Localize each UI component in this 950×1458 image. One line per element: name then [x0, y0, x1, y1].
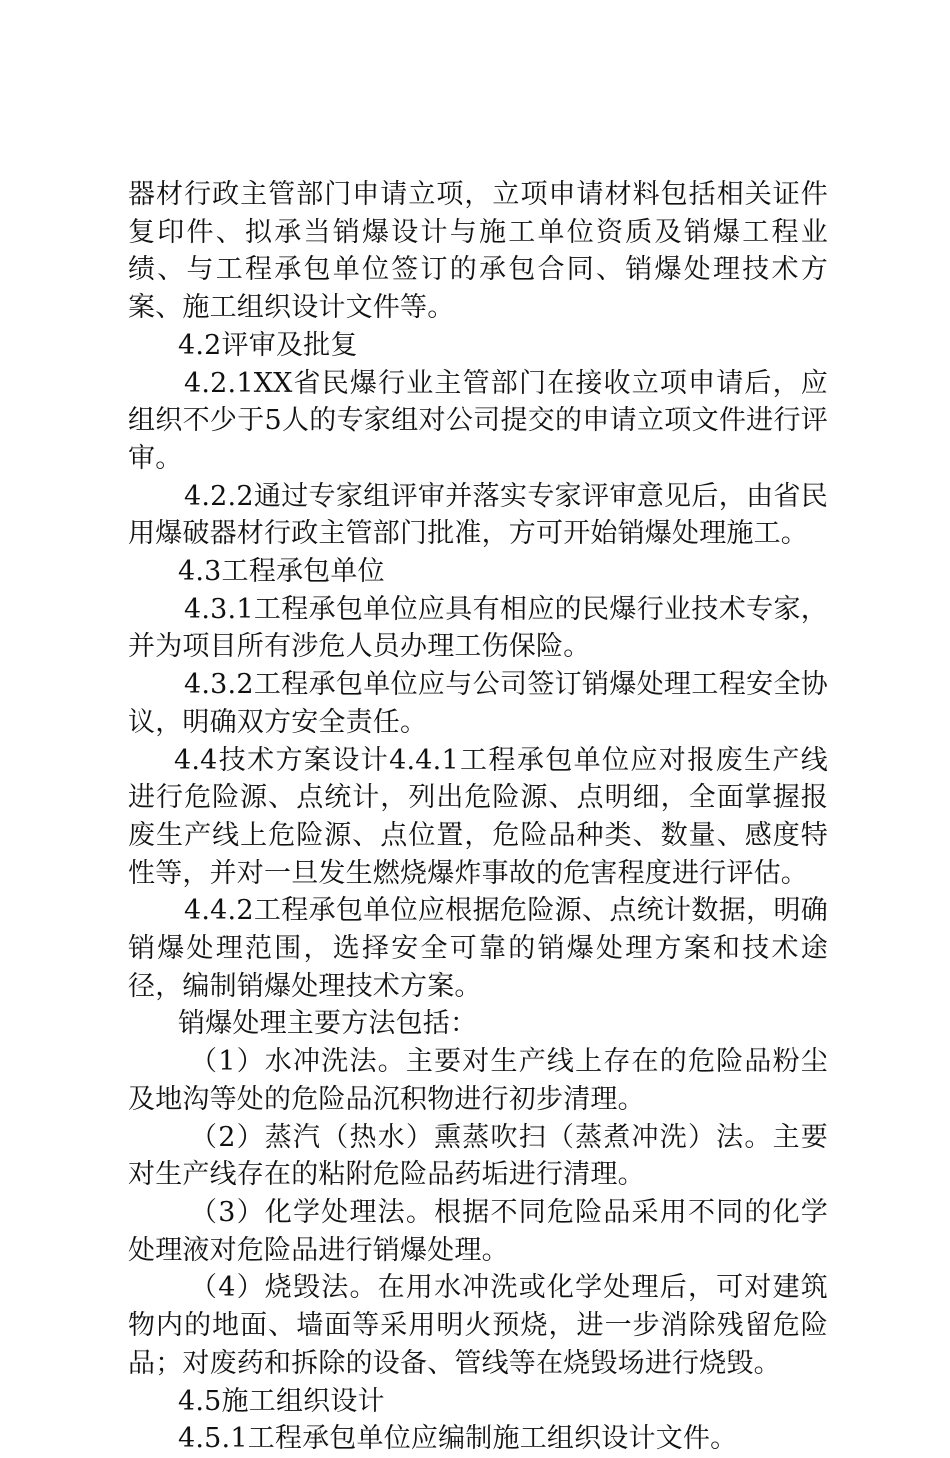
- paragraph-continuation: 器材行政主管部门申请立项，立项申请材料包括相关证件复印件、拟承当销爆设计与施工单位资质及销爆工程业绩、与工程承包单位签订的承包合同、销爆处理技术方案、施工组织设计文件等。: [128, 179, 828, 324]
- document-body: [128, 176, 828, 1458]
- methods-intro: 销爆处理主要方法包括：: [178, 1008, 478, 1040]
- paragraph-4-3-2: 4.3.2工程承包单位应与公司签订销爆处理工程安全协议，明确双方安全责任。: [128, 669, 828, 738]
- method-item-3: （3）化学处理法。根据不同危险品采用不同的化学处理液对危险品进行销爆处理。: [128, 1196, 828, 1266]
- section-heading-4-2: 4.2评审及批复: [178, 329, 358, 361]
- paragraph-4-2-2: 4.2.2通过专家组评审并落实专家评审意见后，由省民用爆破器材行政主管部门批准，方可开始销爆处理施工。: [128, 480, 828, 550]
- paragraph-4-4: 4.4技术方案设计4.4.1工程承包单位应对报废生产线进行危险源、点统计，列出危险源、点明细，全面掌握报废生产线上危险源、点位置，危险品种类、数量、感度特性等，并对一旦发生燃烧爆炸事故的危害程度进行评估。: [128, 744, 828, 889]
- section-heading-4-3: 4.3工程承包单位: [178, 556, 385, 588]
- method-item-4: （4）烧毁法。在用水冲洗或化学处理后，可对建筑物内的地面、墙面等采用明火预烧，进一步消除残留危险品；对废药和拆除的设备、管线等在烧毁场进行烧毁。: [128, 1272, 828, 1379]
- method-item-1: （1）水冲洗法。主要对生产线上存在的危险品粉尘及地沟等处的危险品沉积物进行初步清理。: [128, 1046, 828, 1115]
- section-heading-4-5: 4.5施工组织设计: [178, 1385, 385, 1417]
- method-item-2: （2）蒸汽（热水）熏蒸吹扫（蒸煮冲洗）法。主要对生产线存在的粘附危险品药垢进行清理。: [128, 1121, 828, 1191]
- paragraph-4-5-1: 4.5.1工程承包单位应编制施工组织设计文件。: [178, 1423, 738, 1455]
- paragraph-4-4-2: 4.4.2工程承包单位应根据危险源、点统计数据，明确销爆处理范围，选择安全可靠的销爆处理方案和技术途径，编制销爆处理技术方案。: [128, 895, 828, 1002]
- paragraph-4-2-1: 4.2.1XX省民爆行业主管部门在接收立项申请后，应组织不少于5人的专家组对公司提交的申请立项文件进行评审。: [128, 367, 828, 474]
- paragraph-4-3-1: 4.3.1工程承包单位应具有相应的民爆行业技术专家，并为项目所有涉危人员办理工伤保险。: [128, 593, 828, 663]
